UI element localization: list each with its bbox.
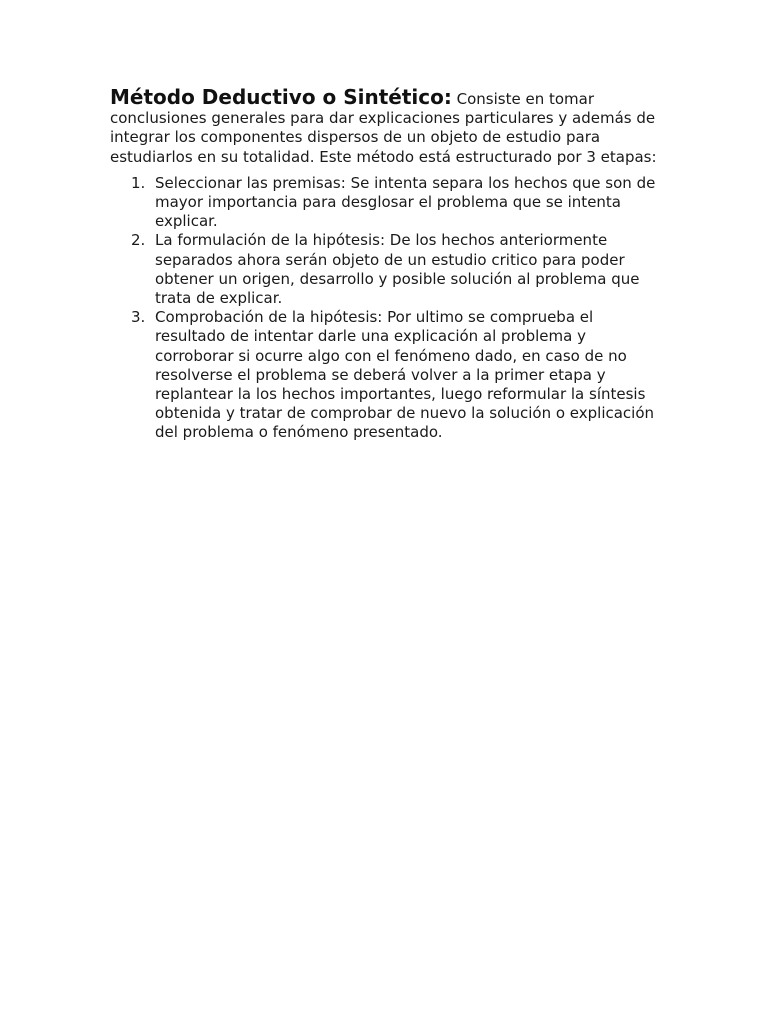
list-item (131, 173, 658, 232)
intro-first-line: Consiste en tomar (456, 90, 595, 108)
document-content (110, 85, 658, 443)
list-item-text: Comprobación de la hipótesis: Por ultimo se comprueba el resultado de intentar darle una explicación al problema y corroborar si ocurre algo con el fenómeno dado, en caso de no resolverse el problema se deberá volver a la primer etapa y replantear la los hechos importantes, luego reformular la síntesis obtenida y tratar de comprobar de nuevo la solución o explicación del problema o fenómeno presentado. (155, 308, 655, 442)
section-heading: Método Deductivo o Sintético: (110, 85, 452, 109)
list-item-number: 2. (131, 231, 146, 250)
list-item-number: 3. (131, 308, 146, 327)
list-item-text: La formulación de la hipótesis: De los hechos anteriormente separados ahora serán objeto de un estudio critico para poder obtener un origen, desarrollo y posible solución al problema que trata de explicar. (155, 231, 640, 308)
list-item-text: Seleccionar las premisas: Se intenta separa los hechos que son de mayor importancia para desglosar el problema que se intenta explicar. (155, 173, 656, 231)
intro-paragraph (110, 85, 658, 167)
list-item (131, 308, 658, 442)
list-item-number: 1. (131, 173, 146, 192)
steps-list (110, 174, 658, 443)
intro-body: conclusiones generales para dar explicaciones particulares y además de integrar los componentes dispersos de un objeto de estudio para estudiarlos en su totalidad. Este método está estructurado por 3 etapas: (110, 109, 657, 166)
list-item (131, 231, 658, 308)
